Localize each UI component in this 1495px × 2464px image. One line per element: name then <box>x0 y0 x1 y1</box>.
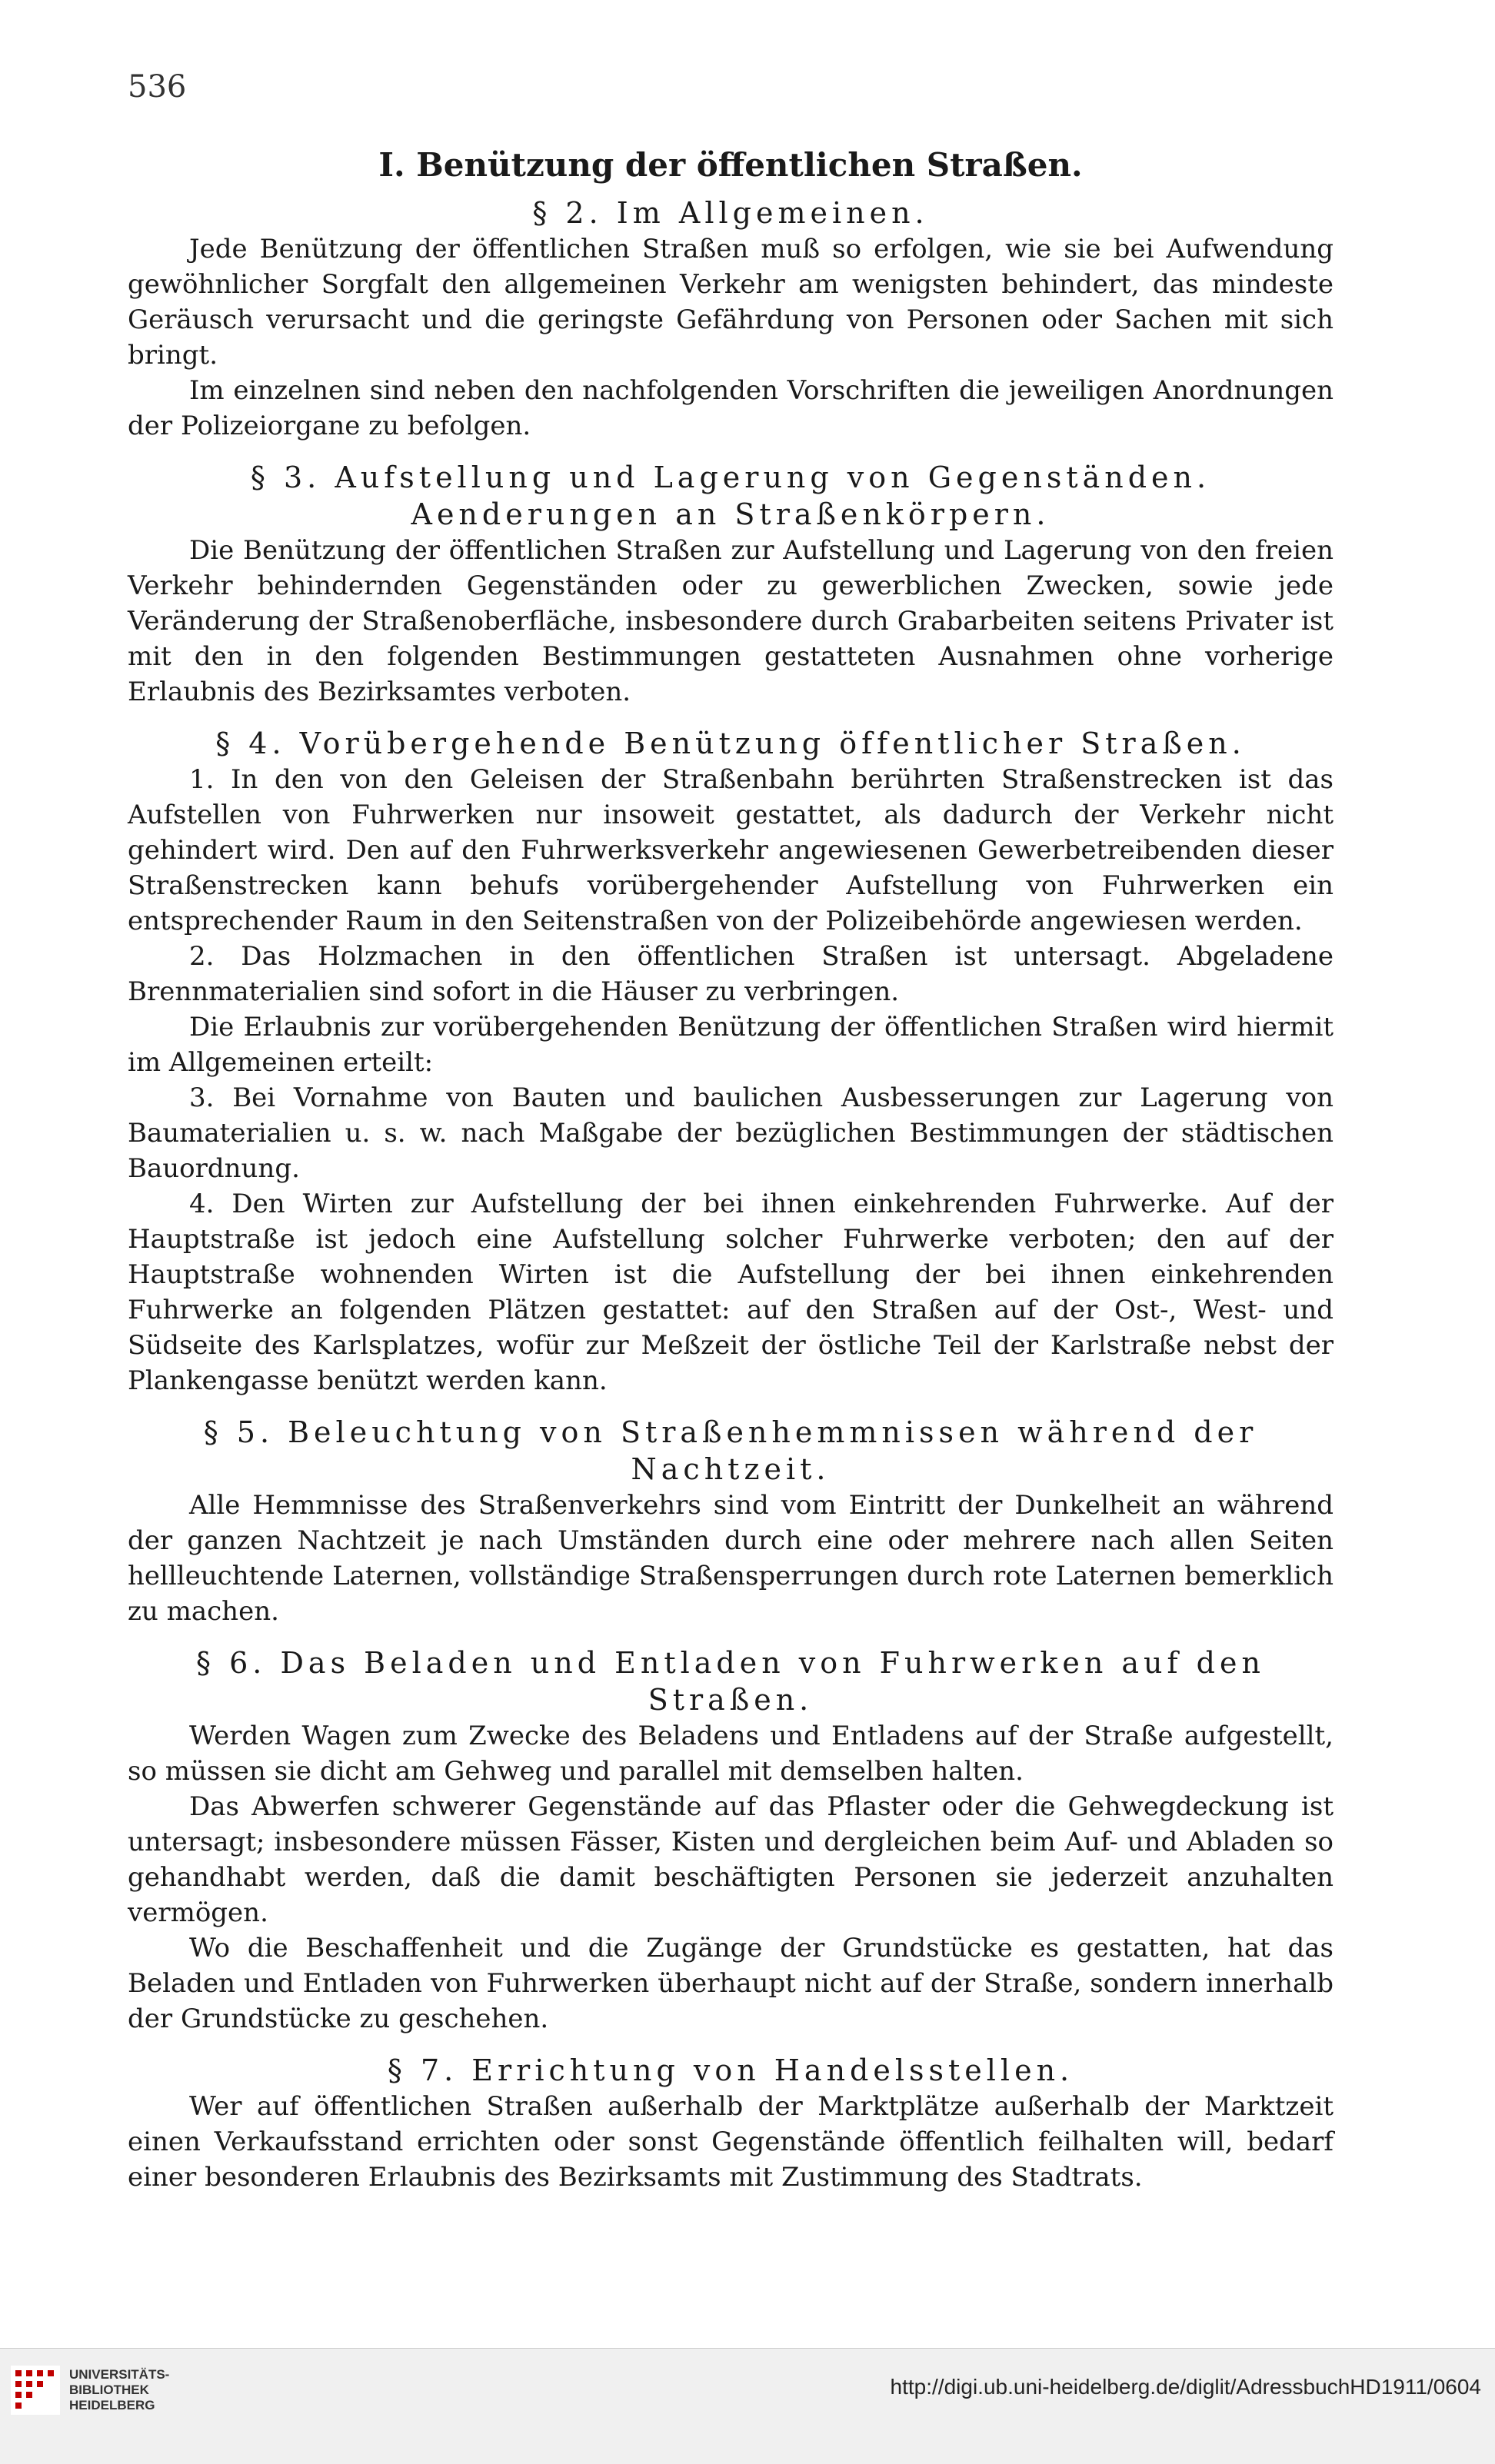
paragraph: 1. In den von den Geleisen der Straßenbahn berührten Straßenstrecken ist das Aufstellen von Fuhrwerken nur insoweit gestattet, als dadurch der Verkehr nicht gehindert wird. Den auf den Fuhrwerksverkehr angewiesenen Gewerbetreibenden dieser Straßenstrecken kann behufs vorübergehender Aufstellung von Fuhrwerken ein entsprechender Raum in den Seitenstraßen von der Polizeibehörde angewiesen werden. <box>128 764 1334 936</box>
section-5 <box>128 1414 1334 1629</box>
paragraph: 2. Das Holzmachen in den öffentlichen Straßen ist untersagt. Abgeladene Brennmaterialien sind sofort in die Häuser zu verbringen. <box>128 941 1334 1007</box>
logo-text: UNIVERSITÄTS- BIBLIOTHEK HEIDELBERG <box>69 2367 170 2412</box>
paragraph: Das Abwerfen schwerer Gegenstände auf das Pflaster oder die Gehwegdeckung ist untersagt; insbesondere müssen Fässer, Kisten und dergleichen beim Auf- und Abladen so gehandhabt werden, daß die damit beschäftigten Personen sie jederzeit anzuhalten vermögen. <box>128 1791 1334 1928</box>
section-7 <box>128 2052 1334 2195</box>
document-heading: I. Benützung der öffentlichen Straßen. <box>378 146 1083 184</box>
section-title: § 3. Aufstellung und Lagerung von Gegenständen. Aenderungen an Straßenkörpern. <box>250 461 1211 531</box>
paragraph: Im einzelnen sind neben den nachfolgenden Vorschriften die jeweiligen Anordnungen der Polizeiorgane zu befolgen. <box>128 375 1334 441</box>
paragraph: Die Benützung der öffentlichen Straßen zur Aufstellung und Lagerung von den freien Verkehr behindernden Gegenständen oder zu gewerblichen Zwecken, sowie jede Veränderung der Straßenoberfläche, insbesondere durch Grabarbeiten seitens Privater ist mit den in den folgenden Bestimmungen gestatteten Ausnahmen ohne vorherige Erlaubnis des Bezirksamtes verboten. <box>128 535 1334 707</box>
footer-bar <box>0 2348 1495 2464</box>
paragraph: Wo die Beschaffenheit und die Zugänge der Grundstücke es gestatten, hat das Beladen und Entladen von Fuhrwerken überhaupt nicht auf der Straße, sondern innerhalb der Grundstücke zu geschehen. <box>128 1933 1334 2034</box>
section-title: § 7. Errichtung von Handelsstellen. <box>387 2053 1074 2087</box>
paragraph: Die Erlaubnis zur vorübergehenden Benützung der öffentlichen Straßen wird hiermit im Allgemeinen erteilt: <box>128 1012 1334 1078</box>
source-url-link[interactable]: http://digi.ub.uni-heidelberg.de/diglit/AdressbuchHD1911/0604 <box>890 2375 1481 2399</box>
paragraph: Alle Hemmnisse des Straßenverkehrs sind vom Eintritt der Dunkelheit an während der ganzen Nachtzeit je nach Umständen durch eine oder mehrere nach allen Seiten hellleuchtende Laternen, vollständige Straßensperrungen durch rote Laternen bemerklich zu machen. <box>128 1490 1334 1627</box>
paragraph: Jede Benützung der öffentlichen Straßen muß so erfolgen, wie sie bei Aufwendung gewöhnlicher Sorgfalt den allgemeinen Verkehr am wenigsten behindert, das mindeste Geräusch verursacht und die geringste Gefährdung von Personen oder Sachen mit sich bringt. <box>128 234 1334 371</box>
section-2 <box>128 195 1334 444</box>
section-title: § 2. Im Allgemeinen. <box>532 196 929 230</box>
section-4 <box>128 725 1334 1398</box>
university-library-logo <box>11 2366 60 2415</box>
page-number: 536 <box>128 69 187 105</box>
section-6 <box>128 1644 1334 2037</box>
section-title: § 6. Das Beladen und Entladen von Fuhrwerken auf den Straßen. <box>196 1646 1265 1717</box>
document-body <box>128 146 1334 2195</box>
paragraph: 4. Den Wirten zur Aufstellung der bei ihnen einkehrenden Fuhrwerke. Auf der Hauptstraße ist jedoch eine Aufstellung solcher Fuhrwerke verboten; den auf der Hauptstraße wohnenden Wirten ist die Aufstellung der bei ihnen einkehrenden Fuhrwerke an folgenden Plätzen gestattet: auf den Straßen auf der Ost-, West- und Südseite des Karlsplatzes, wofür zur Meßzeit der östliche Teil der Karlstraße nebst der Plankengasse benützt werden kann. <box>128 1189 1334 1396</box>
section-3 <box>128 459 1334 710</box>
section-title: § 4. Vorübergehende Benützung öffentlicher Straßen. <box>215 727 1246 760</box>
paragraph: 3. Bei Vornahme von Bauten und baulichen Ausbesserungen zur Lagerung von Baumaterialien u. s. w. nach Maßgabe der bezüglichen Bestimmungen der städtischen Bauordnung. <box>128 1082 1334 1184</box>
paragraph: Wer auf öffentlichen Straßen außerhalb der Marktplätze außerhalb der Marktzeit einen Verkaufsstand errichten oder sonst Gegenstände öffentlich feilhalten will, bedarf einer besonderen Erlaubnis des Bezirksamts mit Zustimmung des Stadtrats. <box>128 2091 1334 2193</box>
paragraph: Werden Wagen zum Zwecke des Beladens und Entladens auf der Straße aufgestellt, so müssen sie dicht am Gehweg und parallel mit demselben halten. <box>128 1721 1334 1787</box>
section-title: § 5. Beleuchtung von Straßenhemmnissen während der Nachtzeit. <box>203 1415 1258 1486</box>
